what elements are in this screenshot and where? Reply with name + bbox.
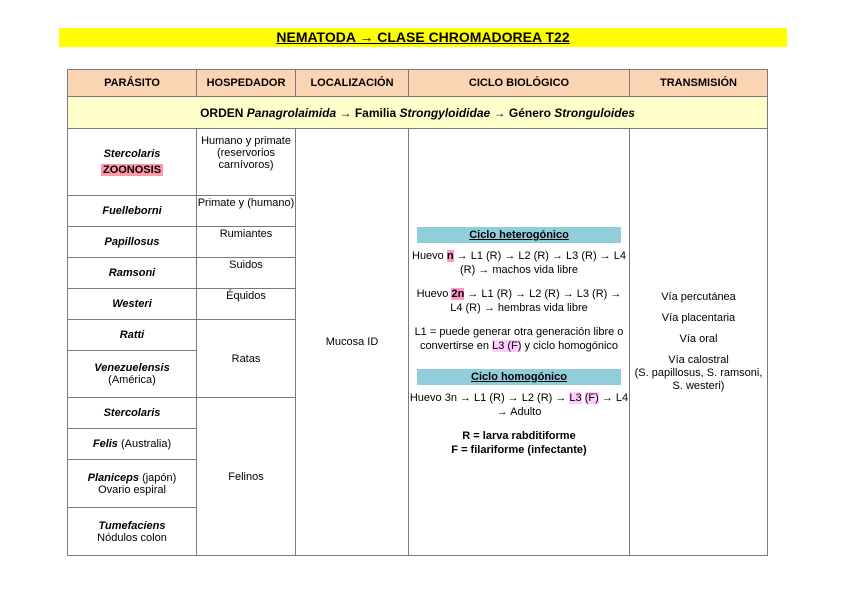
table-row xyxy=(68,129,768,196)
header-parasito: PARÁSITO xyxy=(68,70,197,97)
host-cell: Équidos xyxy=(197,289,296,320)
host-cell: Rumiantes xyxy=(197,227,296,258)
zoonosis-badge: ZOONOSIS xyxy=(102,164,162,176)
parasite-tumefaciens: Tumefaciens Nódulos colon xyxy=(68,508,197,556)
homo-title: Ciclo homogónico xyxy=(417,369,621,385)
parasite-westeri: Westeri xyxy=(68,289,197,320)
hetero-title: Ciclo heterogónico xyxy=(417,227,621,243)
header-ciclo: CICLO BIOLÓGICO xyxy=(409,70,630,97)
order-row xyxy=(68,97,768,129)
cycle-cell: Ciclo heterogónico Huevo n → L1 (R) → L2 (R) → L3 (R) → L4 (R) → machos vida libre Huevo 2n → L1 (R) → L2 (R) → L3 (R) → L4 (R) → hembras vida libre L1 = puede generar otra generación libre o convertirse en L3 (F) y ciclo homogónico Ciclo homogónico Huevo 3n → L1 (R) → L2 (R) → L3 (F) → L4 → Adulto R = larva rabditiforme F = filariforme (infectante) xyxy=(409,129,630,556)
parasite-ratti: Ratti xyxy=(68,320,197,351)
parasite-stercolaris-2: Stercolaris xyxy=(68,398,197,429)
header-hospedador: HOSPEDADOR xyxy=(197,70,296,97)
host-cell: Humano y primate (reservorios carnívoros) xyxy=(197,129,296,196)
parasite-ramsoni: Ramsoni xyxy=(68,258,197,289)
host-cell: Suidos xyxy=(197,258,296,289)
parasite-fuelleborni: Fuelleborni xyxy=(68,196,197,227)
parasite-papillosus: Papillosus xyxy=(68,227,197,258)
host-cell: Primate y (humano) xyxy=(197,196,296,227)
transmission-cell: Vía percutánea Vía placentaria Vía oral Vía calostral (S. papillosus, S. ramsoni, S. westeri) xyxy=(630,129,768,556)
host-cell: Felinos xyxy=(197,398,296,556)
header-transmision: TRANSMISIÓN xyxy=(630,70,768,97)
host-cell: Ratas xyxy=(197,320,296,398)
header-row xyxy=(68,70,768,97)
parasite-venezuelensis: Venezuelensis (América) xyxy=(68,351,197,398)
parasite-table xyxy=(67,69,768,556)
location-cell: Mucosa ID xyxy=(296,129,409,556)
page-title: NEMATODA → CLASE CHROMADOREA T22 xyxy=(276,29,570,45)
parasite-planiceps: Planiceps (japón) Ovario espiral xyxy=(68,460,197,508)
parasite-felis: Felis (Australia) xyxy=(68,429,197,460)
header-localizacion: LOCALIZACIÓN xyxy=(296,70,409,97)
parasite-stercolaris: Stercolaris ZOONOSIS xyxy=(68,129,197,196)
taxonomy-order: ORDEN Panagrolaimida → Familia Strongyloididae → Género Stronguloides xyxy=(68,97,768,129)
